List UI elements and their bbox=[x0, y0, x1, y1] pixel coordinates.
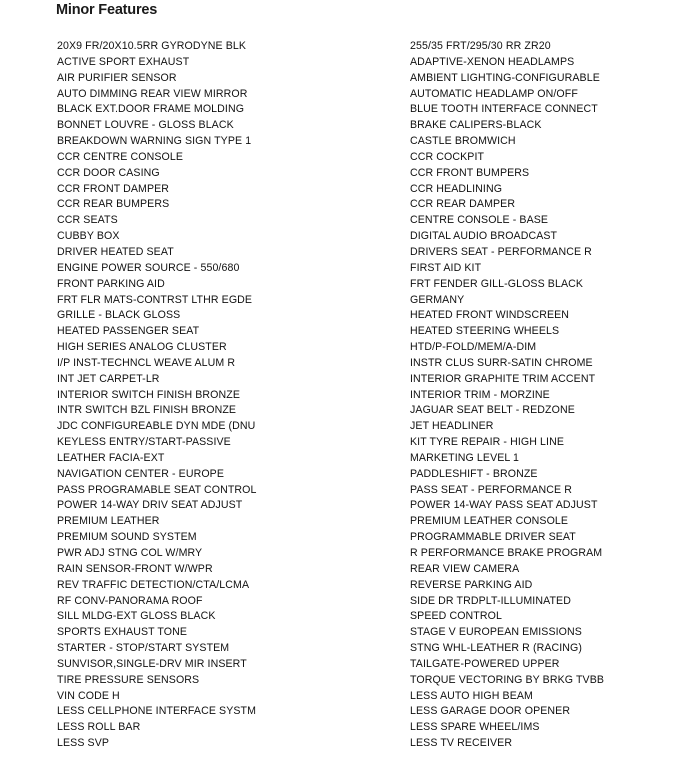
left-feature-item: I/P INST-TECHNCL WEAVE ALUM R bbox=[57, 356, 236, 369]
left-feature-item: PASS PROGRAMABLE SEAT CONTROL bbox=[57, 483, 257, 496]
left-feature-item: SPORTS EXHAUST TONE bbox=[57, 626, 188, 639]
right-feature-item: STNG WHL-LEATHER R (RACING) bbox=[410, 642, 583, 655]
left-feature-item: CCR DOOR CASING bbox=[57, 166, 160, 179]
right-feature-item: REAR VIEW CAMERA bbox=[410, 562, 520, 575]
right-feature-item: 255/35 FRT/295/30 RR ZR20 bbox=[410, 40, 551, 52]
right-feature-item: ADAPTIVE-XENON HEADLAMPS bbox=[410, 55, 575, 68]
left-feature-item: BLACK EXT.DOOR FRAME MOLDING bbox=[57, 103, 245, 116]
right-feature-item: PROGRAMMABLE DRIVER SEAT bbox=[410, 531, 576, 544]
right-feature-item: SIDE DR TRDPLT-ILLUMINATED bbox=[410, 594, 571, 607]
left-feature-item: NAVIGATION CENTER - EUROPE bbox=[57, 467, 225, 480]
left-feature-item: INTR SWITCH BZL FINISH BRONZE bbox=[57, 404, 237, 417]
right-feature-item: SPEED CONTROL bbox=[410, 610, 502, 623]
right-feature-item: R PERFORMANCE BRAKE PROGRAM bbox=[410, 547, 603, 559]
right-feature-item: LESS SPARE WHEEL/IMS bbox=[410, 721, 540, 734]
left-feature-item: 20X9 FR/20X10.5RR GYRODYNE BLK bbox=[57, 40, 247, 52]
right-feature-item: TAILGATE-POWERED UPPER bbox=[410, 657, 560, 670]
features-left-column bbox=[57, 39, 257, 752]
left-feature-item: KEYLESS ENTRY/START-PASSIVE bbox=[57, 436, 231, 449]
right-feature-item: PREMIUM LEATHER CONSOLE bbox=[410, 515, 569, 528]
left-feature-item: JDC CONFIGUREABLE DYN MDE (DNU bbox=[57, 420, 256, 433]
right-feature-item: LESS TV RECEIVER bbox=[410, 737, 513, 750]
features-right-column bbox=[410, 39, 604, 752]
right-feature-item: MARKETING LEVEL 1 bbox=[410, 451, 520, 464]
left-feature-item: SILL MLDG-EXT GLOSS BLACK bbox=[57, 610, 216, 623]
right-feature-item: LESS GARAGE DOOR OPENER bbox=[410, 705, 571, 718]
right-feature-item: HEATED STEERING WHEELS bbox=[410, 325, 560, 338]
left-feature-item: CCR SEATS bbox=[57, 214, 118, 227]
right-feature-item: FIRST AID KIT bbox=[410, 261, 482, 274]
left-feature-item: LESS SVP bbox=[57, 737, 110, 750]
left-feature-item: INT JET CARPET-LR bbox=[57, 372, 160, 385]
right-feature-item: CENTRE CONSOLE - BASE bbox=[410, 214, 549, 227]
left-feature-item: PWR ADJ STNG COL W/MRY bbox=[57, 547, 203, 559]
left-feature-item: AUTO DIMMING REAR VIEW MIRROR bbox=[57, 87, 248, 100]
left-feature-item: BONNET LOUVRE - GLOSS BLACK bbox=[57, 119, 234, 132]
right-feature-item: AUTOMATIC HEADLAMP ON/OFF bbox=[410, 87, 578, 100]
right-feature-item: INSTR CLUS SURR-SATIN CHROME bbox=[410, 356, 593, 369]
right-feature-item: JAGUAR SEAT BELT - REDZONE bbox=[410, 404, 575, 417]
right-feature-item: JET HEADLINER bbox=[410, 420, 494, 433]
left-feature-item: CCR REAR BUMPERS bbox=[57, 198, 170, 211]
right-feature-item: CASTLE BROMWICH bbox=[410, 135, 516, 148]
left-feature-item: PREMIUM SOUND SYSTEM bbox=[57, 531, 197, 544]
right-feature-item: INTERIOR TRIM - MORZINE bbox=[410, 388, 550, 401]
right-feature-item: DIGITAL AUDIO BROADCAST bbox=[410, 230, 558, 243]
right-feature-item: CCR COCKPIT bbox=[410, 150, 485, 163]
left-feature-item: HEATED PASSENGER SEAT bbox=[57, 325, 200, 338]
left-feature-item: TIRE PRESSURE SENSORS bbox=[57, 673, 200, 686]
right-feature-item: HTD/P-FOLD/MEM/A-DIM bbox=[410, 341, 537, 354]
left-feature-item: INTERIOR SWITCH FINISH BRONZE bbox=[57, 388, 240, 401]
left-feature-item: LESS ROLL BAR bbox=[57, 721, 141, 734]
right-feature-item: GERMANY bbox=[410, 293, 465, 306]
left-feature-item: FRONT PARKING AID bbox=[57, 277, 165, 290]
left-feature-item: AIR PURIFIER SENSOR bbox=[57, 71, 177, 84]
left-feature-item: CUBBY BOX bbox=[57, 230, 120, 243]
right-feature-item: LESS AUTO HIGH BEAM bbox=[410, 689, 533, 702]
right-feature-item: CCR HEADLINING bbox=[410, 182, 503, 195]
left-feature-item: LEATHER FACIA-EXT bbox=[57, 451, 165, 464]
right-feature-item: TORQUE VECTORING BY BRKG TVBB bbox=[410, 673, 605, 686]
left-feature-item: CCR CENTRE CONSOLE bbox=[57, 150, 183, 163]
left-feature-item: PREMIUM LEATHER bbox=[57, 515, 160, 528]
right-feature-item: PASS SEAT - PERFORMANCE R bbox=[410, 483, 573, 496]
left-feature-item: HIGH SERIES ANALOG CLUSTER bbox=[57, 341, 227, 354]
right-feature-item: BLUE TOOTH INTERFACE CONNECT bbox=[410, 103, 598, 116]
right-feature-item: CCR FRONT BUMPERS bbox=[410, 166, 530, 179]
right-feature-item: AMBIENT LIGHTING-CONFIGURABLE bbox=[410, 71, 600, 84]
right-feature-item: FRT FENDER GILL-GLOSS BLACK bbox=[410, 277, 584, 290]
left-feature-item: VIN CODE H bbox=[57, 689, 120, 702]
left-feature-item: FRT FLR MATS-CONTRST LTHR EGDE bbox=[57, 293, 253, 306]
left-feature-item: POWER 14-WAY DRIV SEAT ADJUST bbox=[57, 499, 243, 512]
left-feature-item: BREAKDOWN WARNING SIGN TYPE 1 bbox=[57, 135, 252, 148]
left-feature-item: RAIN SENSOR-FRONT W/WPR bbox=[57, 562, 213, 575]
right-feature-item: POWER 14-WAY PASS SEAT ADJUST bbox=[410, 499, 598, 512]
left-feature-item: ENGINE POWER SOURCE - 550/680 bbox=[57, 261, 240, 274]
left-feature-item: GRILLE - BLACK GLOSS bbox=[57, 309, 181, 322]
left-feature-item: ACTIVE SPORT EXHAUST bbox=[57, 55, 190, 68]
right-feature-item: REVERSE PARKING AID bbox=[410, 578, 533, 591]
right-feature-item: KIT TYRE REPAIR - HIGH LINE bbox=[410, 436, 564, 449]
right-feature-item: STAGE V EUROPEAN EMISSIONS bbox=[410, 626, 582, 639]
left-feature-item: DRIVER HEATED SEAT bbox=[57, 245, 174, 258]
page-title: Minor Features bbox=[56, 2, 158, 18]
left-feature-item: REV TRAFFIC DETECTION/CTA/LCMA bbox=[57, 578, 250, 591]
left-feature-item: RF CONV-PANORAMA ROOF bbox=[57, 594, 203, 607]
left-feature-item: STARTER - STOP/START SYSTEM bbox=[57, 642, 230, 655]
right-feature-item: DRIVERS SEAT - PERFORMANCE R bbox=[410, 245, 592, 258]
left-feature-item: LESS CELLPHONE INTERFACE SYSTM bbox=[57, 705, 257, 718]
right-feature-item: HEATED FRONT WINDSCREEN bbox=[410, 309, 570, 322]
right-feature-item: CCR REAR DAMPER bbox=[410, 198, 516, 211]
left-feature-item: CCR FRONT DAMPER bbox=[57, 182, 170, 195]
right-feature-item: INTERIOR GRAPHITE TRIM ACCENT bbox=[410, 372, 596, 385]
right-feature-item: BRAKE CALIPERS-BLACK bbox=[410, 119, 542, 132]
right-feature-item: PADDLESHIFT - BRONZE bbox=[410, 467, 538, 480]
left-feature-item: SUNVISOR,SINGLE-DRV MIR INSERT bbox=[57, 657, 247, 670]
